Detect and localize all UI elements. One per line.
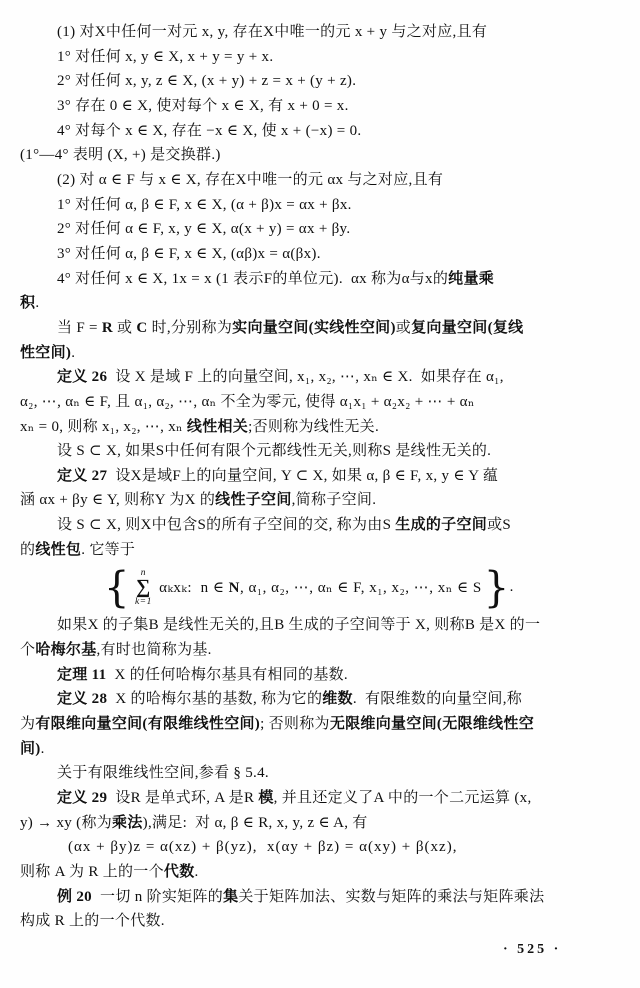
text-segment: 的 <box>20 541 36 558</box>
text-segment: 4° 对每个 x ∈ X, 存在 −x ∈ X, 使 x + (−x) = 0. <box>57 122 362 139</box>
brace-open: { <box>104 563 130 613</box>
sum-bot: k=1 <box>134 597 152 608</box>
page-number: · 525 · <box>503 942 562 957</box>
emphasized-text: 定义 28 <box>57 691 108 708</box>
text-line <box>20 291 624 316</box>
emphasized-text: C <box>136 319 148 336</box>
text-line <box>20 94 624 119</box>
text-segment: 构成 R 上的一个代数. <box>20 913 165 930</box>
text-line <box>20 835 624 860</box>
emphasized-text: 定义 29 <box>57 790 108 807</box>
text-line <box>20 439 624 464</box>
text-segment: 一切 n 阶实矩阵的 <box>91 888 224 905</box>
text-line <box>20 638 624 663</box>
emphasized-text: 线性包 <box>35 541 82 558</box>
text-segment: 设X是域F上的向量空间, Y ⊂ X, 如果 α, β ∈ F, x, y ∈ Y 蕴 <box>107 467 499 484</box>
text-segment: (1) 对X中任何一对元 x, y, 存在X中唯一的元 x + y 与之对应,且有 <box>57 24 488 40</box>
text-segment: 时,分别称为 <box>147 319 233 336</box>
formula-body <box>155 578 482 597</box>
text-segment: . <box>194 864 199 880</box>
text-line <box>20 20 624 45</box>
emphasized-text: 积 <box>20 295 36 312</box>
emphasized-text: 例 20 <box>57 888 92 905</box>
text-segment: 设R 是单式环, A 是R <box>107 790 259 807</box>
text-segment: 当 F = <box>57 319 102 336</box>
text-segment: 1° 对任何 x, y ∈ X, x + y = y + x. <box>57 48 274 65</box>
text-segment: 或 <box>395 319 412 336</box>
text-segment: ,有时也简称为基. <box>96 642 212 659</box>
text-column <box>20 20 624 934</box>
text-segment: 3° 存在 0 ∈ X, 使对每个 x ∈ X, 有 x + 0 = x. <box>57 97 349 114</box>
text-line <box>20 168 624 193</box>
text-segment: ,简称子空间. <box>291 492 377 509</box>
text-segment: 为 <box>20 716 36 733</box>
text-line <box>20 712 624 737</box>
emphasized-text: 定义 27 <box>57 467 108 484</box>
text-segment: y) → xy (称为 <box>20 814 113 831</box>
emphasized-text: 维数 <box>322 691 353 708</box>
text-line <box>20 267 624 292</box>
text-line <box>20 69 624 94</box>
emphasized-text: 模 <box>258 790 274 807</box>
text-segment: 关于有限维线性空间,参看 § 5.4. <box>57 765 269 782</box>
text-segment: 则称 A 为 R 上的一个 <box>20 864 164 880</box>
brace-close: } <box>483 563 510 613</box>
emphasized-text: 乘法 <box>112 814 143 831</box>
text-segment: (1°—4° 表明 (X, +) 是交换群.) <box>20 147 221 164</box>
text-segment: 2° 对任何 x, y, z ∈ X, (x + y) + z = x + (y + z). <box>57 73 357 90</box>
text-line <box>20 217 624 242</box>
text-segment: 设 S ⊂ X, 则X中包含S的所有子空间的交, 称为由S <box>57 517 396 534</box>
text-segment: . <box>71 344 76 361</box>
text-line <box>20 761 624 786</box>
emphasized-text: 复向量空间(复线 <box>411 319 524 336</box>
set-builder-formula <box>20 562 624 613</box>
text-segment: , 并且还定义了A 中的一个二元运算 (x, <box>273 790 532 807</box>
text-line <box>20 341 624 366</box>
text-line <box>20 193 624 218</box>
text-line <box>20 365 624 390</box>
text-segment: 关于矩阵加法、实数与矩阵的乘法与矩阵乘法 <box>238 888 545 905</box>
text-segment: 或 <box>113 319 137 336</box>
text-segment: (αx + βy)z = α(xz) + β(yz), x(αy + βz) = α(xy) + β(xz), <box>68 839 458 856</box>
text-segment: ),满足: 对 α, β ∈ R, x, y, z ∈ A, 有 <box>142 814 368 831</box>
text-line <box>20 488 624 513</box>
formula-tail: . <box>509 579 514 596</box>
text-line <box>20 811 624 836</box>
text-line <box>20 737 624 762</box>
text-segment: X 的任何哈梅尔基具有相同的基数. <box>106 666 348 683</box>
emphasized-text: 线性子空间 <box>215 492 292 509</box>
text-line <box>20 390 624 415</box>
text-segment: 3° 对任何 α, β ∈ F, x ∈ X, (αβ)x = α(βx). <box>57 245 321 262</box>
emphasized-text: 代数 <box>163 864 195 880</box>
text-line <box>20 415 624 440</box>
text-segment: 1° 对任何 α, β ∈ F, x ∈ X, (α + β)x = αx + βx. <box>57 196 352 213</box>
emphasized-text: 哈梅尔基 <box>35 642 97 659</box>
emphasized-text: 生成的子空间 <box>395 517 488 534</box>
emphasized-text: 间) <box>20 740 41 757</box>
text-line <box>20 45 624 70</box>
text-segment: X 的哈梅尔基的基数, 称为它的 <box>107 691 323 708</box>
text-line <box>20 538 624 563</box>
text-line <box>20 464 624 489</box>
text-segment: xₙ = 0, 则称 x₁, x₂, ⋯, xₙ <box>20 418 187 435</box>
text-segment: 2° 对任何 α ∈ F, x, y ∈ X, α(x + y) = αx + βy. <box>57 221 351 238</box>
text-segment: . 有限维数的向量空间,称 <box>352 691 523 708</box>
text-line <box>20 143 624 168</box>
sum-top: n <box>140 568 147 578</box>
emphasized-text: 定义 26 <box>57 369 108 386</box>
text-segment: 设 S ⊂ X, 如果S中任何有限个元都线性无关,则称S 是线性无关的. <box>57 443 492 460</box>
text-line <box>20 885 624 910</box>
text-line <box>20 613 624 638</box>
text-line <box>20 513 624 538</box>
emphasized-text: 纯量乘 <box>448 270 495 287</box>
text-segment: . 它等于 <box>81 541 136 558</box>
text-segment: 个 <box>20 642 36 659</box>
text-line <box>20 663 624 688</box>
summation-symbol <box>135 568 152 608</box>
text-segment: ;否则称为线性无关. <box>248 418 380 435</box>
text-line <box>20 242 624 267</box>
emphasized-text: 集 <box>223 888 239 905</box>
text-segment: , α₁, α₂, ⋯, αₙ ∈ F, x₁, x₂, ⋯, xₙ ∈ S <box>240 580 482 597</box>
emphasized-text: 无限维向量空间(无限维线性空 <box>329 716 535 733</box>
text-line <box>20 119 624 144</box>
sum-sigma: ∑ <box>136 576 151 599</box>
emphasized-text: 定理 11 <box>57 666 107 683</box>
text-line <box>20 860 624 885</box>
text-segment: α₂, ⋯, αₙ ∈ F, 且 α₁, α₂, ⋯, αₙ 不全为零元, 使得 α₁x₁ + α₂x₂ + ⋯ + αₙ <box>20 393 475 410</box>
text-line <box>20 786 624 811</box>
text-segment: (2) 对 α ∈ F 与 x ∈ X, 存在X中唯一的元 αx 与之对应,且有 <box>57 171 444 188</box>
emphasized-text: 有限维向量空间(有限维线性空间) <box>35 716 261 733</box>
emphasized-text: N <box>228 580 241 597</box>
text-segment: . <box>40 740 45 757</box>
text-segment: . <box>35 295 40 312</box>
text-segment: 设 X 是域 F 上的向量空间, x₁, x₂, ⋯, xₙ ∈ X. 如果存在 α₁, <box>107 369 504 386</box>
text-line <box>20 909 624 934</box>
emphasized-text: 性空间) <box>20 344 72 361</box>
text-segment: ; 否则称为 <box>260 716 330 733</box>
emphasized-text: 线性相关 <box>186 418 249 435</box>
emphasized-text: 实向量空间(实线性空间) <box>232 319 396 336</box>
text-segment: 涵 αx + βy ∈ Y, 则称Y 为X 的 <box>20 492 216 509</box>
emphasized-text: R <box>101 319 113 336</box>
text-segment: αₖxₖ: n ∈ <box>154 580 229 597</box>
text-segment: 4° 对任何 x ∈ X, 1x = x (1 表示F的单位元). αx 称为α与x的 <box>57 270 449 287</box>
text-line <box>20 316 624 341</box>
text-segment: 如果X 的子集B 是线性无关的,且B 生成的子空间等于 X, 则称B 是X 的一 <box>57 617 541 634</box>
text-line <box>20 687 624 712</box>
text-segment: 或S <box>487 517 512 534</box>
